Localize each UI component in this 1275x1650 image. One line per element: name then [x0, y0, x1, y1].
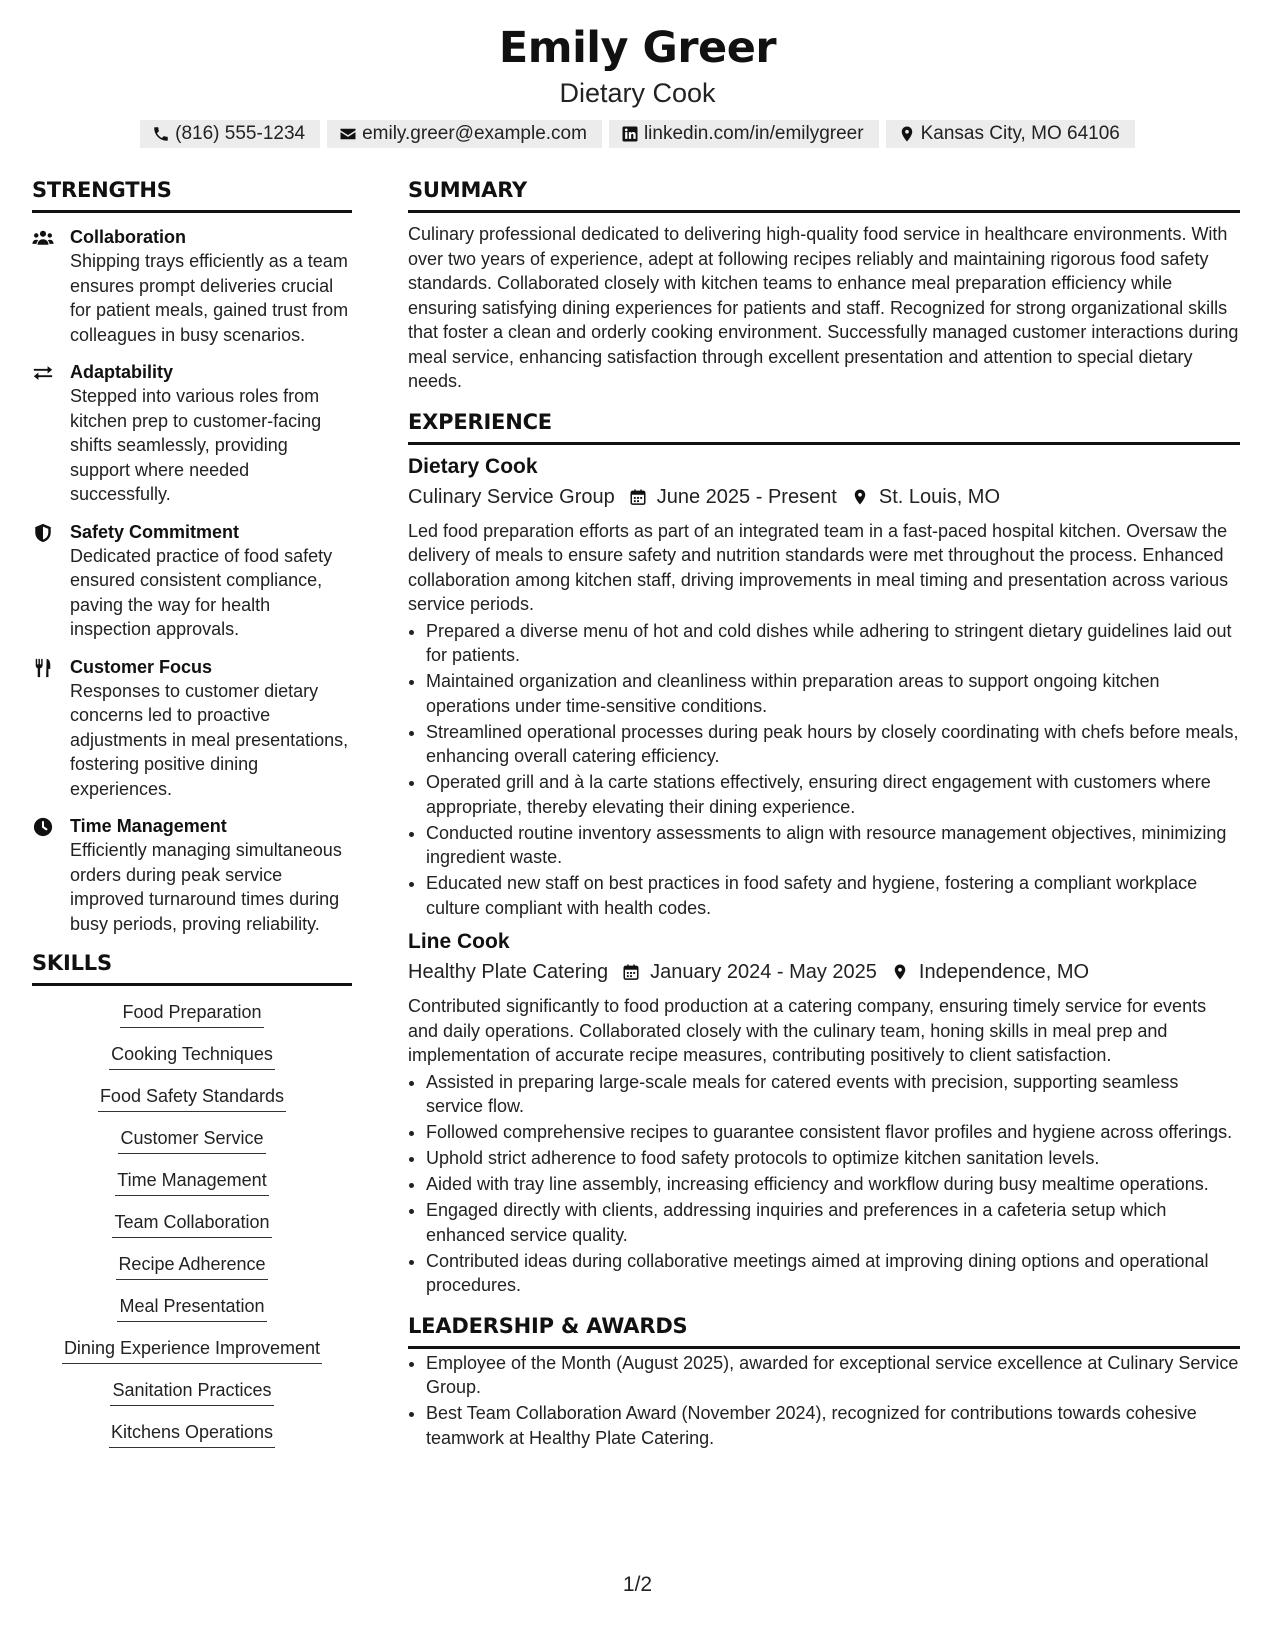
skill-item: Food Preparation	[120, 1000, 263, 1028]
skill-item: Team Collaboration	[112, 1210, 271, 1238]
job-bullet: • Maintained organization and cleanliness within preparation areas to support ongoing kitchen operations under time-sensitive conditions.	[426, 669, 1240, 718]
left-column	[32, 176, 352, 1462]
skill-item: Food Safety Standards	[98, 1084, 286, 1112]
job-bullet: • Engaged directly with clients, addressing inquiries and preferences in a cafeteria setup which enhanced service quality.	[426, 1198, 1240, 1247]
users-icon	[32, 225, 70, 347]
summary-text: Culinary professional dedicated to delivering high-quality food service in healthcare environments. With over two years of experience, adept at following recipes reliably and maintaining rigorous food safety standards. Collaborated closely with kitchen teams to enhance meal preparation efficiency while ensuring satisfying dining experiences for patients and staff. Recognized for strong organizational skills that foster a clean and orderly cooking environment. Successfully managed customer interactions during meal service, enhancing satisfaction through excellent presentation and attention to special dietary needs.	[408, 224, 1239, 391]
job-bullet: • Prepared a diverse menu of hot and cold dishes while adhering to stringent dietary guidelines laid out for patients.	[426, 619, 1240, 668]
job-title: Dietary Cook	[408, 454, 538, 478]
arrows-exchange-icon	[32, 360, 70, 507]
strength-title: Collaboration	[70, 227, 186, 247]
page-number: 1/2	[622, 1573, 653, 1596]
skill-item: Customer Service	[118, 1126, 265, 1154]
job-bullets	[408, 1070, 1240, 1298]
skill-item: Kitchens Operations	[109, 1420, 275, 1448]
strength-text: Responses to customer dietary concerns led to proactive adjustments in meal presentations, fostering positive dining experiences.	[70, 680, 349, 799]
skill-item: Time Management	[115, 1168, 268, 1196]
award-item: • Best Team Collaboration Award (November 2024), recognized for contributions towards cohesive teamwork at Healthy Plate Catering.	[426, 1401, 1240, 1450]
contact-phone-text: (816) 555-1234	[175, 123, 306, 144]
job-bullet: • Educated new staff on best practices in food safety and hygiene, fostering a compliant workplace culture compliant with health codes.	[426, 871, 1240, 920]
job-entry	[408, 928, 1240, 1298]
awards-list	[408, 1351, 1240, 1451]
strengths-heading: STRENGTHS	[32, 176, 352, 213]
strength-title: Adaptability	[70, 362, 174, 382]
candidate-name: Emily Greer	[498, 23, 777, 73]
job-location: St. Louis, MO	[878, 485, 1001, 508]
strength-item	[32, 520, 352, 642]
right-column	[408, 176, 1240, 1452]
calendar-icon	[622, 963, 640, 981]
contact-email-text: emily.greer@example.com	[362, 123, 587, 144]
strength-title: Safety Commitment	[70, 521, 240, 542]
calendar-icon	[629, 488, 647, 506]
strength-item	[32, 814, 352, 936]
job-meta	[408, 483, 1240, 511]
contact-location	[886, 120, 1135, 148]
skills-section	[32, 949, 352, 1462]
skill-item: Meal Presentation	[117, 1294, 266, 1322]
job-bullet: • Streamlined operational processes during peak hours by closely coordinating with chefs before meals, enhancing overall catering efficiency.	[426, 720, 1240, 769]
skills-heading: SKILLS	[32, 949, 352, 986]
job-description: Led food preparation efforts as part of an integrated team in a fast-paced hospital kitchen. Oversaw the delivery of meals to ensure safety and nutrition standards were met throughout the process. Enhanced collaboration among kitchen staff, driving improvements in meal timing and presentation across various service periods.	[408, 520, 1229, 614]
strength-text: Shipping trays efficiently as a team ensures prompt deliveries crucial for patient meals, gained trust from colleagues in busy scenarios.	[70, 251, 349, 345]
skill-item: Cooking Techniques	[109, 1042, 275, 1070]
skill-item: Dining Experience Improvement	[62, 1336, 322, 1364]
award-item: • Employee of the Month (August 2025), awarded for exceptional service excellence at Culinary Service Group.	[426, 1351, 1240, 1400]
job-description: Contributed significantly to food production at a catering company, ensuring timely service for events and daily operations. Collaborated closely with the culinary team, honing skills in meal prep and implementation of accurate recipe measures, contributing positively to client satisfaction.	[408, 996, 1207, 1065]
contact-linkedin-text: linkedin.com/in/emilygreer	[643, 123, 864, 144]
job-dates: January 2024 - May 2025	[650, 961, 877, 983]
job-bullets	[408, 619, 1240, 921]
job-location: Independence, MO	[918, 961, 1090, 983]
job-bullet: • Followed comprehensive recipes to guarantee consistent flavor profiles and hygiene across offerings.	[426, 1120, 1240, 1145]
strength-item	[32, 225, 352, 347]
clock-icon	[32, 814, 70, 936]
job-company: Healthy Plate Catering	[408, 961, 609, 983]
contact-linkedin[interactable]	[609, 120, 879, 148]
map-pin-icon	[898, 125, 916, 143]
strength-title: Time Management	[70, 816, 227, 836]
job-bullet: • Uphold strict adherence to food safety protocols to optimize kitchen sanitation levels.	[426, 1146, 1240, 1171]
job-bullet: • Contributed ideas during collaborative meetings aimed at improving dining options and operational procedures.	[426, 1249, 1240, 1298]
strength-text: Stepped into various roles from kitchen prep to customer-facing shifts seamlessly, providing support where needed successfully.	[70, 386, 322, 504]
awards-section	[408, 1312, 1240, 1451]
contact-phone[interactable]	[140, 120, 320, 148]
shield-icon	[32, 520, 70, 642]
candidate-role: Dietary Cook	[559, 78, 716, 108]
strength-title: Customer Focus	[70, 656, 213, 677]
skill-item: Recipe Adherence	[116, 1252, 267, 1280]
job-company: Culinary Service Group	[408, 485, 615, 508]
envelope-icon	[339, 125, 357, 143]
experience-section	[408, 408, 1240, 1298]
job-dates: June 2025 - Present	[656, 485, 837, 508]
skill-item: Sanitation Practices	[110, 1378, 273, 1406]
contact-location-text: Kansas City, MO 64106	[920, 123, 1120, 144]
map-pin-icon	[851, 488, 869, 506]
job-bullet: • Conducted routine inventory assessments to align with resource management objectives, minimizing ingredient waste.	[426, 821, 1240, 870]
resume-header	[0, 22, 1275, 148]
strength-item	[32, 655, 352, 802]
job-meta	[408, 958, 1240, 986]
contact-email[interactable]	[327, 120, 602, 148]
contact-bar	[0, 120, 1275, 148]
strength-text: Dedicated practice of food safety ensured consistent compliance, paving the way for health inspection approvals.	[70, 545, 333, 639]
awards-heading: LEADERSHIP & AWARDS	[408, 1312, 1240, 1349]
job-bullet: • Assisted in preparing large-scale meals for catered events with precision, supporting seamless service flow.	[426, 1070, 1240, 1119]
job-bullet: • Operated grill and à la carte stations effectively, ensuring direct engagement with customers where appropriate, thereby elevating their dining experience.	[426, 770, 1240, 819]
experience-heading: EXPERIENCE	[408, 408, 1240, 445]
strengths-list	[32, 225, 352, 936]
linkedin-icon	[621, 125, 639, 143]
job-bullet: • Aided with tray line assembly, increasing efficiency and workflow during busy mealtime operations.	[426, 1172, 1240, 1197]
map-pin-icon	[891, 963, 909, 981]
job-title: Line Cook	[408, 930, 510, 953]
summary-heading: SUMMARY	[408, 176, 1240, 213]
strength-text: Efficiently managing simultaneous orders during peak service improved turnaround times during busy periods, proving reliability.	[70, 840, 342, 934]
utensils-icon	[32, 655, 70, 802]
phone-icon	[152, 125, 170, 143]
strength-item	[32, 360, 352, 507]
skills-list	[32, 1000, 352, 1462]
job-entry	[408, 453, 1240, 921]
